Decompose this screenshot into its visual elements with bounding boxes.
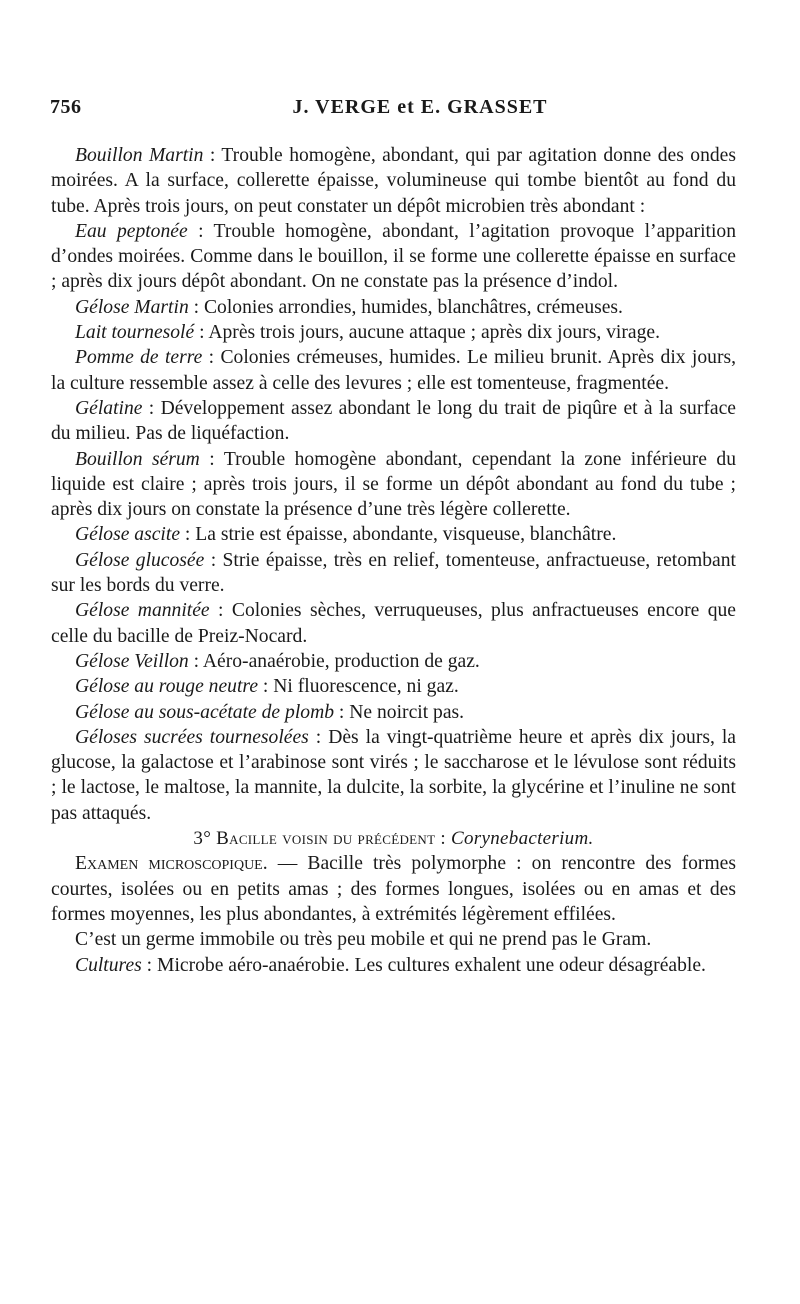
paragraph-lead: Lait tournesolé [75,322,195,344]
paragraph-lead: Pomme de terre [75,347,203,369]
running-head: J. VERGE et E. GRASSET [292,96,548,118]
paragraph [51,143,736,219]
body-text [51,143,736,978]
paragraph [51,700,736,725]
paragraph-lead: Eau peptonée [75,220,188,242]
paragraph [51,295,736,320]
paragraph-text: : Strie épaisse, très en relief, tomenteuse, anfractueuse, retombant sur les bords du verre. [51,549,736,597]
paragraph-text: : Microbe aéro-anaérobie. Les cultures exhalent une odeur désagréable. [141,954,706,976]
section-heading [51,826,736,851]
paragraph [51,649,736,674]
page-header [50,96,760,130]
paragraph-text: : Trouble homogène abondant, cependant la zone inférieure du liquide est claire ; après trois jours, il se forme un dépôt abondant au fond du tube ; après dix jours on constate la présence d’une très légère collerette. [51,448,736,521]
paragraph-lead: Gélose mannitée [75,600,210,622]
paragraph-lead: Gélose Martin [75,296,189,318]
paragraph-lead: Gélose au rouge neutre [75,676,259,698]
paragraph [51,396,736,447]
paragraph [51,725,736,826]
paragraph-lead: Cultures [75,954,142,976]
paragraph-text: : Colonies arrondies, humides, blanchâtres, crémeuses. [188,296,623,318]
paragraph [51,953,736,978]
paragraph-text: : Dès la vingt-quatrième heure et après dix jours, la glucose, la galactose et l’arabinose sont virés ; le saccharose et le lévulose sont réduits ; le lactose, le maltose, la mannite, la dulcite, la sorbite, la glycérine et l’inuline ne sont pas attaqués. [51,726,737,824]
paragraph [51,219,736,295]
paragraph-lead: Gélatine [75,397,143,419]
paragraph-lead: Bouillon sérum [75,448,200,470]
paragraph [51,522,736,547]
paragraph [51,447,736,523]
paragraph-lead: Gélose Veillon [75,650,189,672]
paragraph-text: : La strie est épaisse, abondante, visqueuse, blanchâtre. [180,524,617,546]
paragraph-text: : Trouble homogène, abondant, qui par agitation donne des ondes moirées. A la surface, collerette épaisse, volumineuse qui tombe bientôt au fond du tube. Après trois jours, on peut constater un dépôt microbien très abondant : [51,145,736,217]
paragraph-text: : Ne noircit pas. [334,701,465,723]
page-number: 756 [50,96,82,118]
paragraph [51,320,736,345]
paragraph [51,345,736,396]
paragraph-text: : Trouble homogène, abondant, l’agitation provoque l’apparition d’ondes moirées. Comme dans le bouillon, il se forme une collerette épaisse en surface ; après dix jours dépôt abondant. On ne constate pas la présence d’indol. [51,220,737,293]
paragraph-text: : Aéro-anaérobie, production de gaz. [188,650,480,672]
paragraph-text: : Développement assez abondant le long du trait de piqûre et à la surface du milieu. Pas de liquéfaction. [51,397,736,445]
paragraph-lead: Gélose glucosée [75,549,205,571]
paragraph [51,548,736,599]
paragraph [51,927,736,952]
paragraph [51,851,736,927]
paragraph-text: : Ni fluorescence, ni gaz. [258,676,459,698]
paragraph-text: : Après trois jours, aucune attaque ; après dix jours, virage. [194,322,660,344]
paragraph-lead: Examen microscopique. [75,853,268,875]
paragraph-lead: Gélose ascite [75,524,181,546]
paragraph-text: : Colonies crémeuses, humides. Le milieu brunit. Après dix jours, la culture ressemble assez à celle des levures ; elle est tomenteuse, fragmentée. [51,347,736,394]
paragraph [51,598,736,649]
paragraph-lead: Bouillon Martin [75,145,204,166]
paragraph-text: C’est un germe immobile ou très peu mobile et qui ne prend pas le Gram. [75,929,652,951]
paragraph [51,674,736,699]
paragraph-lead: Géloses sucrées tournesolées [75,726,309,748]
paragraph-text: — Bacille très polymorphe : on rencontre des formes courtes, isolées ou en petits amas ; des formes longues, isolées ou en amas et des formes moyennes, les plus abondantes, à extrémités légèrement effilées. [51,853,737,925]
paragraph-text: : Colonies sèches, verruqueuses, plus anfractueuses encore que celle du bacille de Preiz-Nocard. [51,600,737,647]
section-heading-italic: Corynebacterium. [451,828,594,850]
section-heading-label: 3° Bacille voisin du précédent : [193,828,452,850]
paragraph-lead: Gélose au sous-acétate de plomb [75,701,335,723]
